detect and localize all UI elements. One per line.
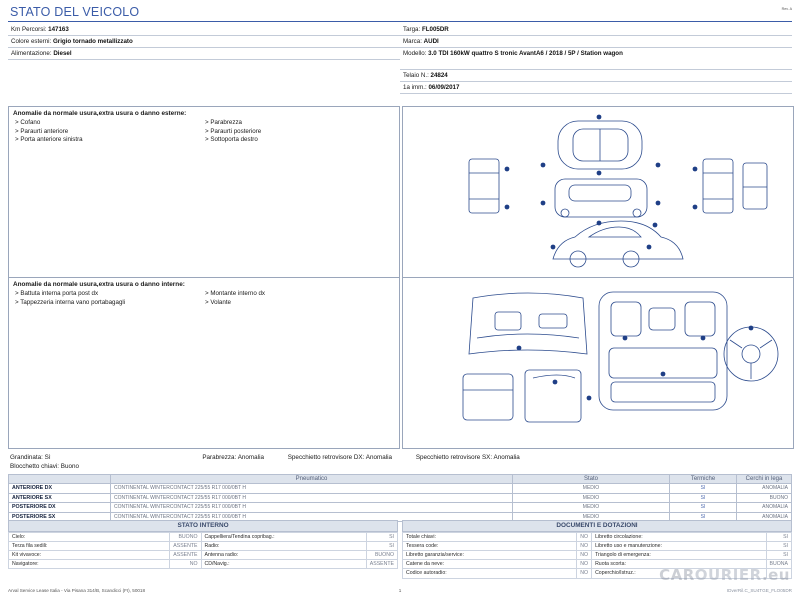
external-anomalies-title: Anomalie da normale usura,extra usura o danno esterne: (13, 110, 187, 117)
field-value: NO (577, 541, 592, 550)
info-key: Modello: (403, 49, 427, 57)
watermark-part2: OURIER (694, 566, 762, 584)
table-row (403, 532, 792, 541)
note-key: Blocchetto chiavi: (10, 463, 60, 470)
table-row (9, 503, 792, 513)
note-value: Sì (44, 454, 51, 461)
col-tyre: Pneumatico (111, 475, 513, 484)
damage-markers (517, 326, 754, 401)
watermark-part1: CAR (659, 566, 695, 584)
table-row (9, 532, 398, 541)
tyre-rim: BUONO (737, 493, 792, 503)
exterior-diagram-svg (403, 107, 793, 277)
tyre-position: ANTERIORE SX (9, 493, 111, 503)
tyre-desc: CONTINENTAL WINTERCONTACT 225/55 R17 000/0BT H (111, 493, 513, 503)
tyre-desc: CONTINENTAL WINTERCONTACT 225/55 R17 000/0BT H (111, 503, 513, 513)
field-value: SI (366, 532, 397, 541)
info-key: 1a imm.: (403, 83, 427, 91)
tyre-rim: ANOMALIA (737, 512, 792, 522)
table-row (403, 541, 792, 550)
field-value: BUONA (766, 560, 791, 569)
field-key: Libretto circolazione: (592, 532, 766, 541)
field-key: Tessera code: (403, 541, 577, 550)
list-item: > Porta anteriore sinistra (15, 136, 83, 143)
tyre-rim: ANOMALIA (737, 503, 792, 513)
interior-table (8, 532, 398, 570)
external-anomalies-list (9, 119, 399, 149)
tyre-position: POSTERIORE SX (9, 512, 111, 522)
page-title: STATO DEL VEICOLO (10, 5, 140, 19)
list-item: > Parabrezza (205, 119, 242, 126)
internal-anomalies-box (8, 277, 400, 449)
col-thermal: Termiche (670, 475, 737, 484)
field-value: NO (170, 560, 201, 569)
field-value: BUONO (366, 550, 397, 559)
list-item: > Paraurti anteriore (15, 127, 69, 135)
info-row (8, 24, 400, 36)
info-value: Grigio tornado metallizzato (52, 37, 133, 45)
footer-reference: IDverRil.C_SU4TGE_FLO05DR (726, 588, 792, 593)
note-item (416, 454, 520, 461)
tyre-rim: ANOMALIA (737, 484, 792, 494)
internal-anomalies-list (9, 290, 399, 311)
note-key: Grandinata: (10, 454, 43, 461)
info-row (400, 24, 792, 36)
internal-anomalies-title: Anomalie da normale usura,extra usura o danno interne: (13, 281, 185, 288)
info-row (400, 36, 792, 48)
tyre-thermal: SI (670, 484, 737, 494)
info-key: Targa: (403, 25, 421, 33)
field-key: CD/Navig.: (201, 560, 366, 569)
tyre-thermal: SI (670, 503, 737, 513)
internal-anomalies-col2 (205, 290, 395, 307)
note-key: Specchietto retrovisore DX: (287, 454, 365, 461)
info-value: 147163 (48, 25, 69, 33)
field-value: ASSENTE (170, 550, 201, 559)
field-value: SI (766, 550, 791, 559)
tyre-desc: CONTINENTAL WINTERCONTACT 225/55 R17 000/0BT H (111, 512, 513, 522)
note-value: Anomalia (237, 454, 264, 461)
footer-company: Arval Service Lease Italia - Via Pisana 314/B, Scandicci (FI), 50018 (8, 588, 146, 593)
note-value: Buono (60, 463, 79, 470)
tyres-table (8, 474, 792, 522)
info-row (8, 48, 400, 60)
exterior-damage-diagram (402, 106, 794, 278)
field-value: NO (577, 532, 592, 541)
info-row (400, 48, 792, 70)
note-item (288, 454, 392, 461)
interior-title: STATO INTERNO (8, 520, 398, 532)
field-key: Kit vivavoce: (9, 550, 170, 559)
list-item: > Battuta interna porta post dx (15, 290, 99, 297)
note-value: Anomalia (365, 454, 393, 461)
list-item: > Cofano (15, 119, 41, 126)
note-item (202, 454, 264, 461)
info-key: Km Percorsi: (11, 25, 47, 33)
tyre-thermal: SI (670, 512, 737, 522)
table-row (9, 541, 398, 550)
tyre-desc: CONTINENTAL WINTERCONTACT 225/55 R17 000/0BT H (111, 484, 513, 494)
info-key: Alimentazione: (11, 49, 52, 57)
field-value: BUONO (170, 532, 201, 541)
table-row (9, 484, 792, 494)
tyre-state: MEDIO (513, 503, 670, 513)
field-key: Libretto garanzia/service: (403, 550, 577, 559)
interior-damage-diagram (402, 277, 794, 449)
field-key: Codice autoradio: (403, 569, 577, 578)
col-alloy: Cerchi in lega (737, 475, 792, 484)
info-row (8, 36, 400, 48)
col-state: Stato (513, 475, 670, 484)
documents-title: DOCUMENTI E DOTAZIONI (402, 520, 792, 532)
field-key: Cappelliera/Tendina copribag.: (201, 532, 366, 541)
notes-line-2 (8, 463, 792, 472)
table-row (403, 550, 792, 559)
tyre-thermal: SI (670, 493, 737, 503)
table-row (9, 560, 398, 569)
tyre-state: MEDIO (513, 493, 670, 503)
info-key: Telaio N.: (403, 71, 429, 79)
info-row (400, 82, 792, 94)
field-key: Cielo: (9, 532, 170, 541)
page-footer (8, 588, 792, 593)
list-item: > Tappezzeria interna vano portabagagli (15, 298, 126, 306)
field-value: NO (577, 560, 592, 569)
field-key: Totale chiavi: (403, 532, 577, 541)
field-value: SI (766, 541, 791, 550)
vehicle-info-left (8, 24, 400, 60)
note-value: Anomalia (493, 454, 520, 461)
external-anomalies-box (8, 106, 400, 278)
list-item: > Sottoporta destro (205, 136, 258, 143)
table-header-row (9, 475, 792, 484)
field-key: Coperchio/Istruz.: (592, 569, 766, 578)
external-anomalies-col1 (15, 119, 205, 145)
info-key: Marca: (403, 37, 422, 45)
info-value: AUDI (423, 37, 439, 45)
table-row (9, 550, 398, 559)
tyre-position: POSTERIORE DX (9, 503, 111, 513)
info-key: Colore esterni: (11, 37, 52, 45)
list-item: > Montante interno dx (205, 290, 266, 297)
note-item (10, 463, 79, 470)
col-position (9, 475, 111, 484)
internal-anomalies-col1 (15, 290, 205, 307)
field-key: Navigatore: (9, 560, 170, 569)
note-key: Specchietto retrovisore SX: (415, 454, 493, 461)
info-value: 24824 (430, 71, 448, 79)
field-value: ASSENTE (366, 560, 397, 569)
tyre-state: MEDIO (513, 484, 670, 494)
info-value: 06/09/2017 (428, 83, 460, 91)
note-item (10, 454, 51, 461)
field-key: Antenna radio: (201, 550, 366, 559)
info-value: FL005DR (421, 25, 449, 33)
interior-diagram-svg (403, 278, 793, 448)
field-key: Catene da neve: (403, 560, 577, 569)
interior-section (8, 520, 398, 579)
field-value: NO (577, 569, 592, 578)
external-anomalies-col2 (205, 119, 395, 145)
note-key: Parabrezza: (202, 454, 237, 461)
info-row (400, 70, 792, 82)
list-item: > Volante (205, 298, 231, 306)
field-key: Radio: (201, 541, 366, 550)
field-key: Terza fila sedili: (9, 541, 170, 550)
info-value: 3.0 TDI 160kW quattro S tronic AvantA6 / 2018 / 5P / Station wagon (428, 49, 623, 57)
title-divider (8, 21, 792, 22)
field-key: Triangolo di emergenza: (592, 550, 766, 559)
watermark (659, 566, 790, 584)
list-item: > Paraurti posteriore (205, 127, 262, 135)
tyre-state: MEDIO (513, 512, 670, 522)
vehicle-info-right (400, 24, 792, 94)
watermark-part3: .eu (761, 566, 790, 584)
field-key: Libretto uso e manutenzione: (592, 541, 766, 550)
table-row (9, 493, 792, 503)
page-number: 1 (398, 588, 402, 593)
field-value: SI (366, 541, 397, 550)
tyre-position: ANTERIORE DX (9, 484, 111, 494)
field-value: ASSENTE (170, 541, 201, 550)
notes-line-1 (8, 452, 792, 472)
info-value: Diesel (53, 49, 72, 57)
field-key: Ruota scorta: (592, 560, 766, 569)
damage-markers (505, 115, 698, 250)
field-value: NO (577, 550, 592, 559)
revision-label: Rev. A (781, 7, 792, 11)
field-value: SI (766, 532, 791, 541)
